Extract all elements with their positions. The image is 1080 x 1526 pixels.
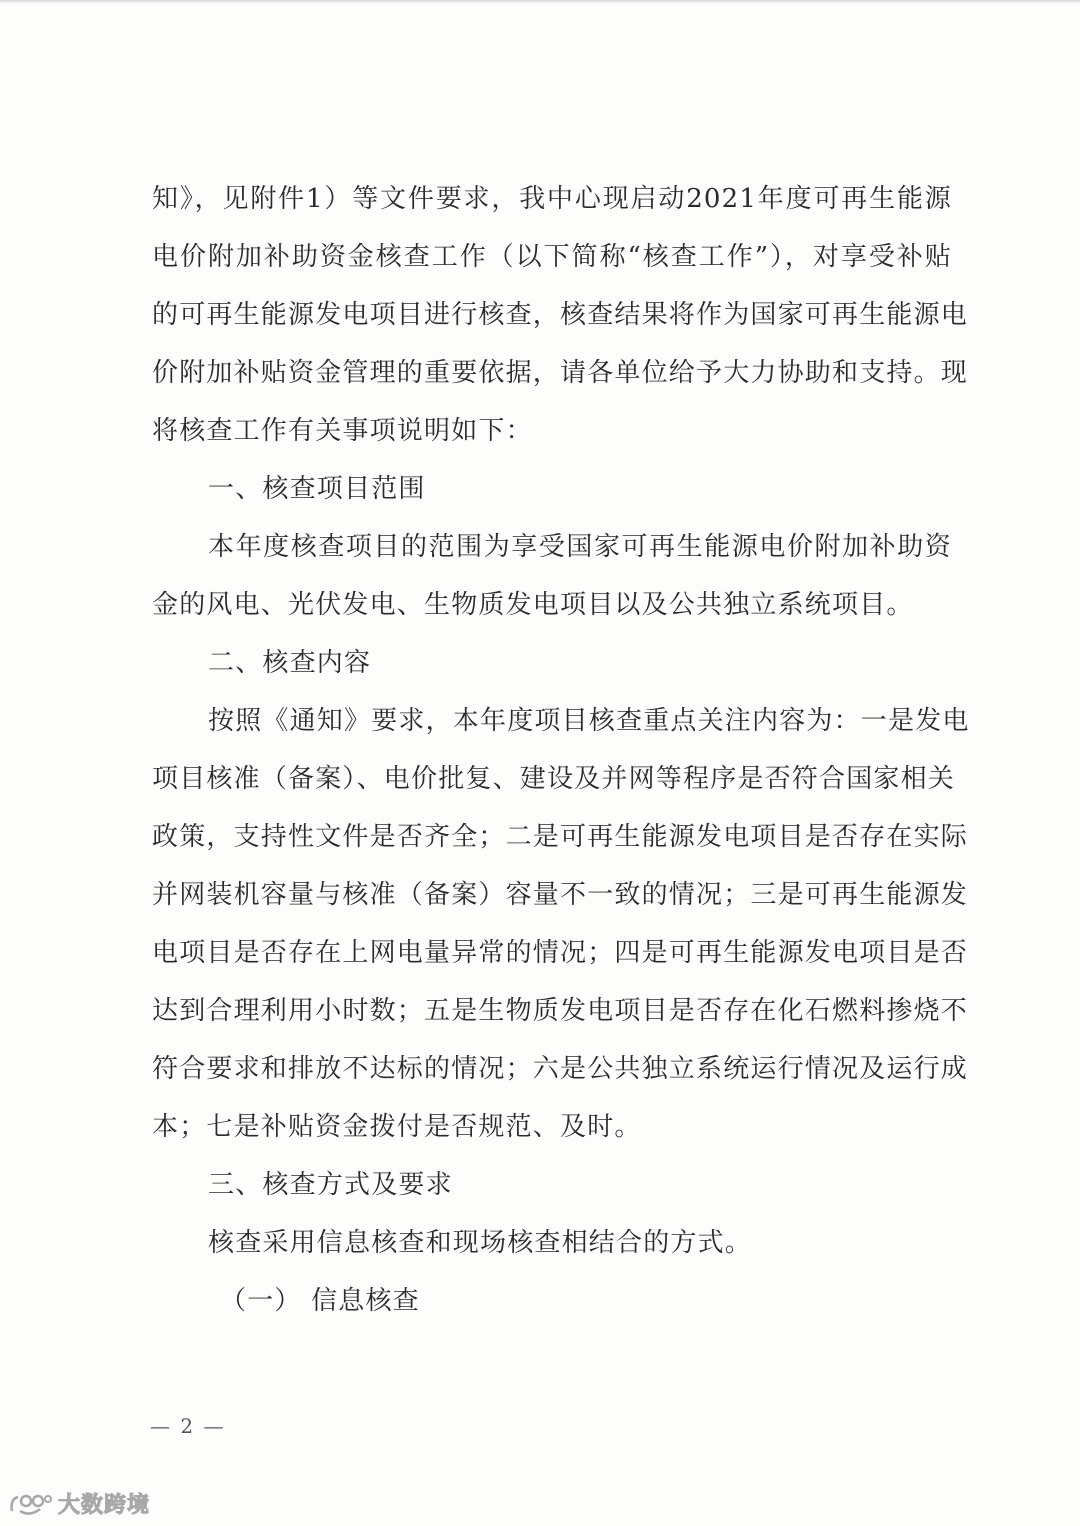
- text-line-17: 本；七是补贴资金拨付是否规范、及时。: [152, 1112, 642, 1142]
- subsection-heading-1: （一） 信息核查: [220, 1286, 420, 1316]
- text-line-13: 并网装机容量与核准（备案）容量不一致的情况；三是可再生能源发: [152, 880, 969, 910]
- document-body: [152, 170, 970, 1330]
- watermark-text: 大数跨境: [58, 1493, 151, 1518]
- text-line-15: 达到合理利用小时数；五是生物质发电项目是否存在化石燃料掺烧不: [152, 996, 969, 1026]
- text-line-2: 电价附加补助资金核查工作（以下简称“核查工作”），对享受补贴: [152, 242, 952, 272]
- text-line-10: 按照《通知》要求，本年度项目核查重点关注内容为：一是发电: [208, 706, 970, 736]
- section-heading-3: 三、核查方式及要求: [208, 1170, 453, 1200]
- text-line-7: 本年度核查项目的范围为享受国家可再生能源电价附加补助资: [208, 532, 952, 562]
- text-line-11: 项目核准（备案）、电价批复、建设及并网等程序是否符合国家相关: [152, 764, 956, 794]
- text-line-12: 政策，支持性文件是否齐全；二是可再生能源发电项目是否存在实际: [152, 822, 969, 852]
- text-line-3: 的可再生能源发电项目进行核查，核查结果将作为国家可再生能源电: [152, 300, 969, 330]
- section-heading-1: 一、核查项目范围: [208, 474, 426, 504]
- text-line-5: 将核查工作有关事项说明如下：: [152, 416, 533, 446]
- watermark: [8, 1488, 150, 1519]
- text-line-1: 知》，见附件1）等文件要求，我中心现启动2021年度可再生能源: [152, 184, 952, 214]
- text-line-8: 金的风电、光伏发电、生物质发电项目以及公共独立系统项目。: [152, 590, 914, 620]
- watermark-logo-icon: [8, 1491, 52, 1517]
- text-line-16: 符合要求和排放不达标的情况；六是公共独立系统运行情况及运行成: [152, 1054, 969, 1084]
- page-number: — 2 —: [150, 1414, 226, 1438]
- text-line-4: 价附加补贴资金管理的重要依据，请各单位给予大力协助和支持。现: [152, 358, 969, 388]
- section-heading-2: 二、核查内容: [208, 648, 372, 678]
- scan-edge: [0, 0, 1080, 4]
- text-line-14: 电项目是否存在上网电量异常的情况；四是可再生能源发电项目是否: [152, 938, 969, 968]
- text-line-19: 核查采用信息核查和现场核查相结合的方式。: [208, 1228, 753, 1258]
